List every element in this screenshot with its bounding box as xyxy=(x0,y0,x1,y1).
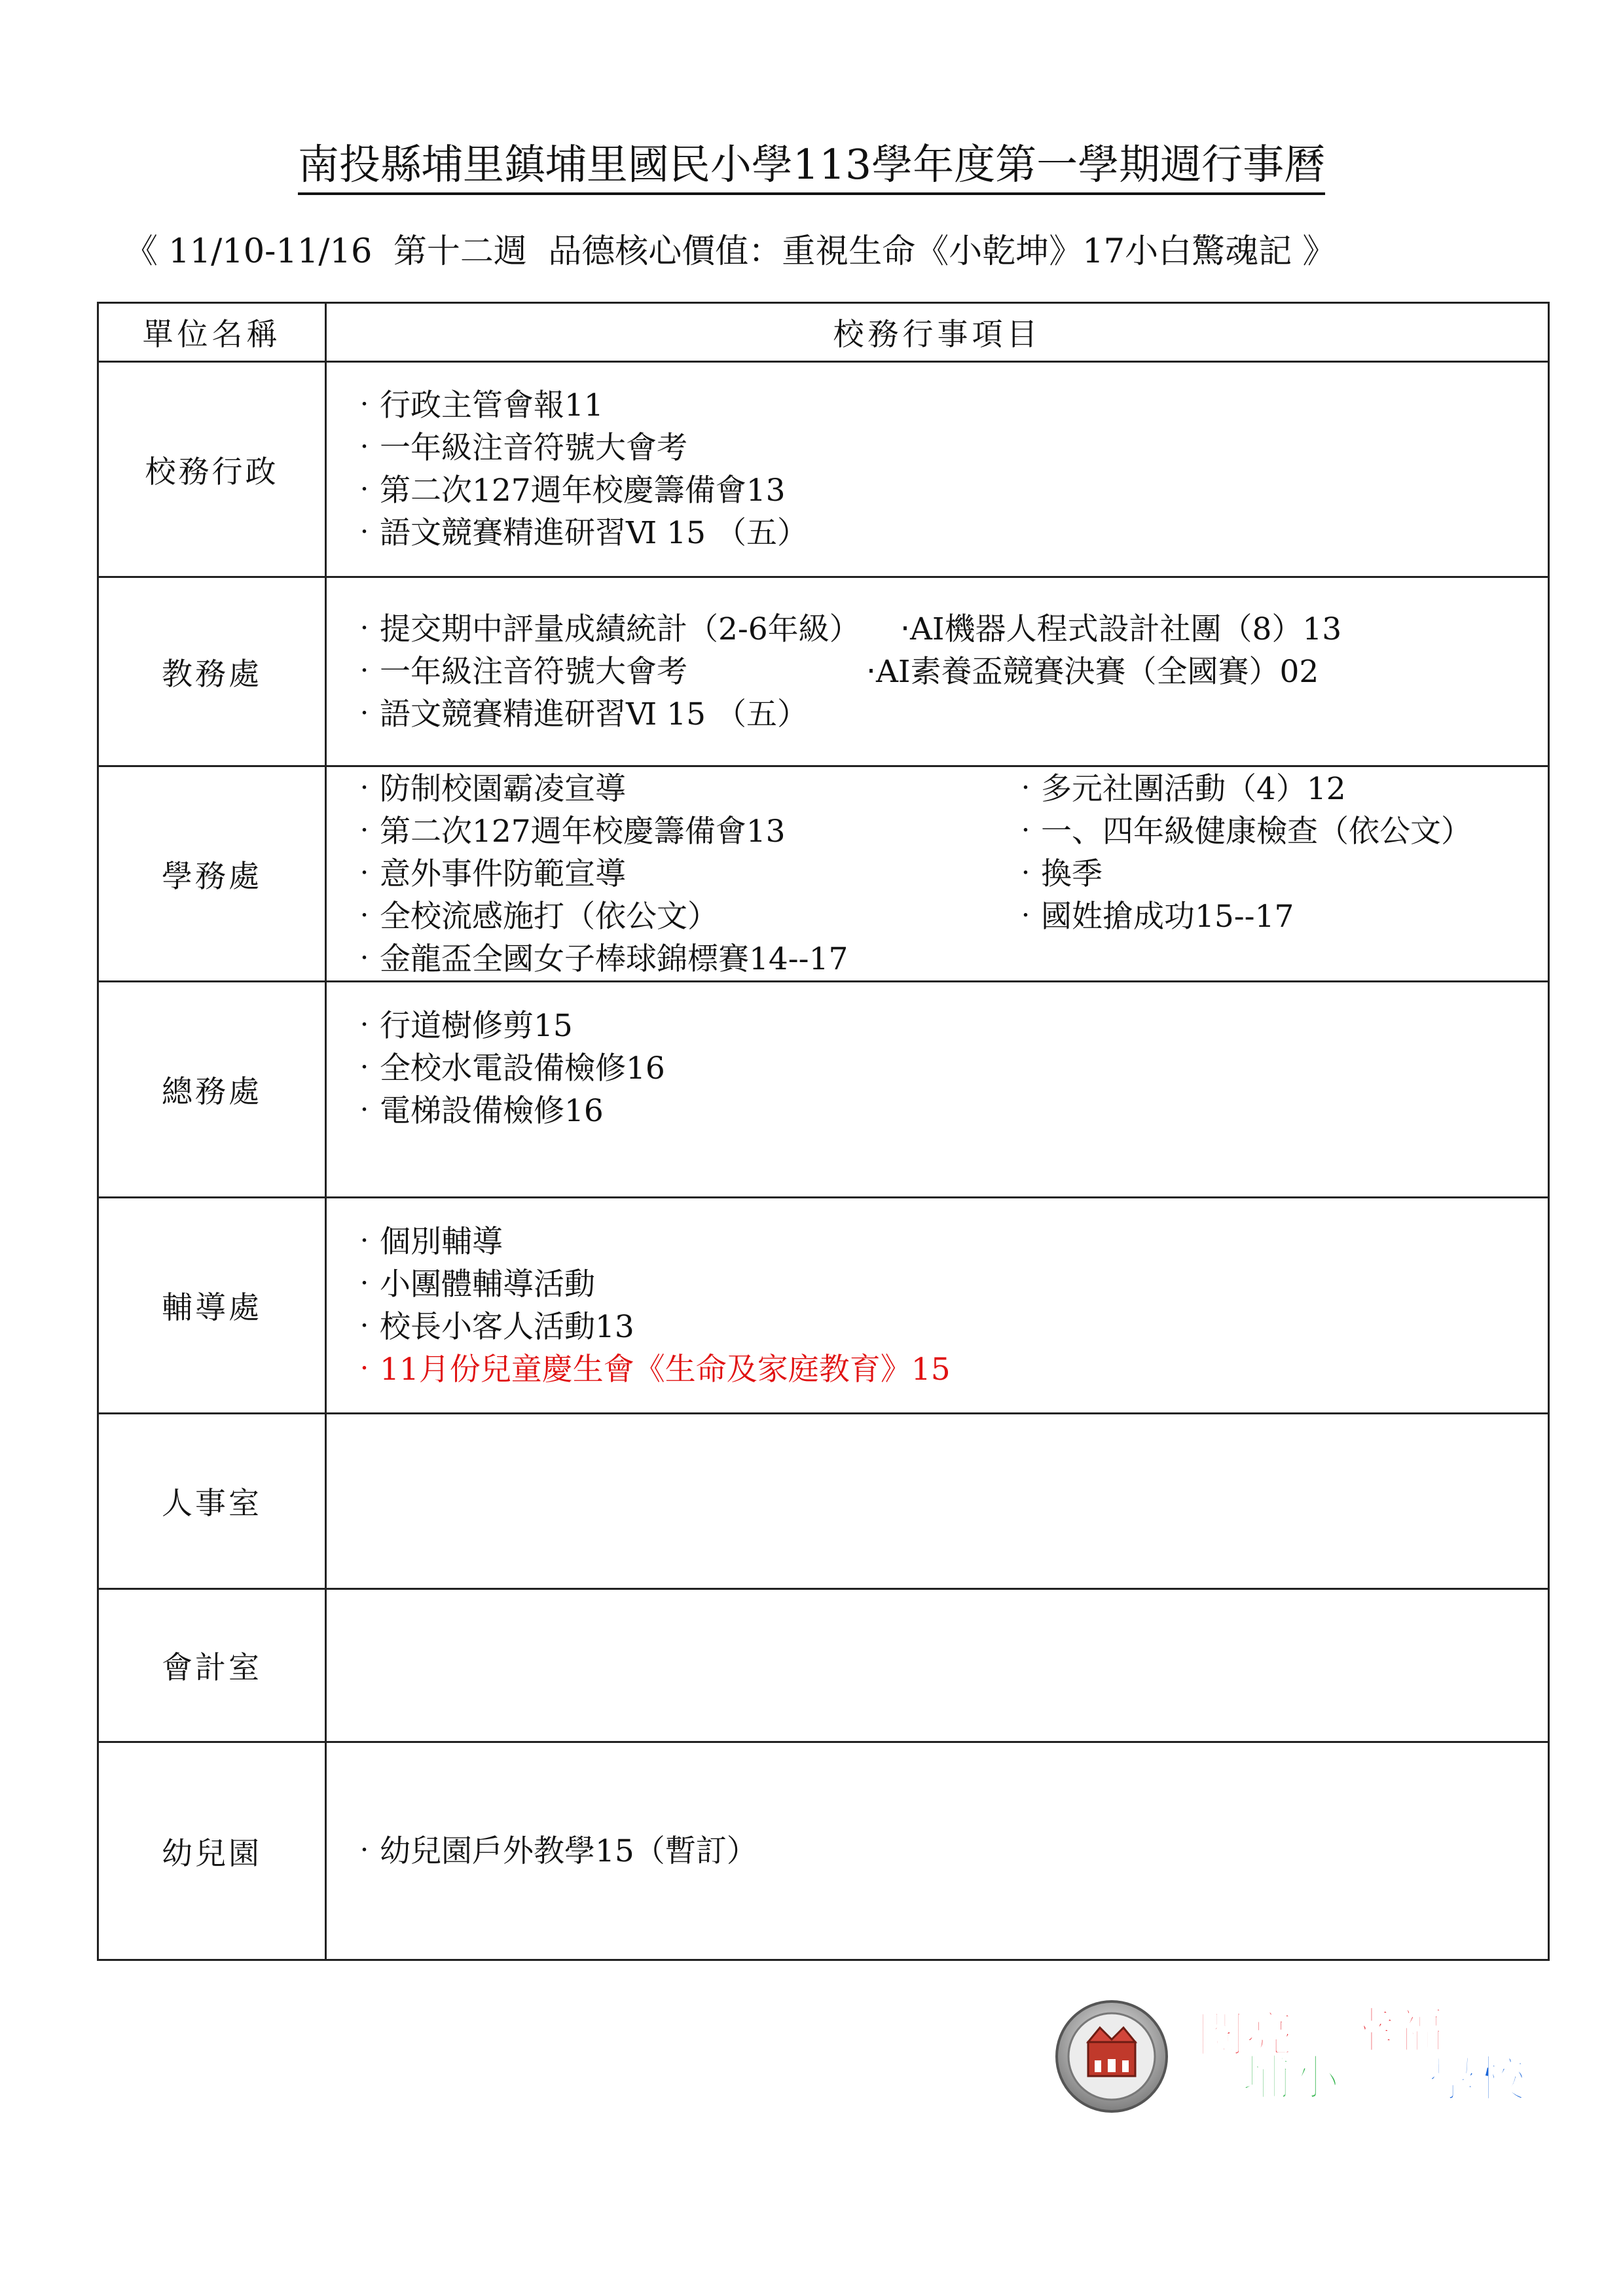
logo-text-reading: 閱亮 xyxy=(1197,2007,1294,2063)
item: ‧語文競賽精進研習Ⅵ 15 （五） xyxy=(349,515,808,551)
unit-name: 會計室 xyxy=(98,1589,326,1742)
unit-name: 總務處 xyxy=(98,982,326,1198)
table-row xyxy=(98,362,1549,577)
items-cell-empty xyxy=(326,1414,1549,1589)
item: ‧提交期中評量成績統計（2-6年級） xyxy=(349,611,860,647)
item: ‧全校水電設備檢修16 xyxy=(349,1050,665,1086)
school-logo xyxy=(1054,1996,1539,2114)
unit-name: 學務處 xyxy=(98,766,326,982)
items-cell xyxy=(326,982,1549,1198)
table-header-row xyxy=(98,303,1549,362)
item: ‧小團體輔導活動 xyxy=(349,1266,595,1302)
header-items: 校務行事項目 xyxy=(326,303,1549,362)
item: ‧幼兒園戶外教學15（暫訂） xyxy=(349,1833,757,1869)
items-cell xyxy=(326,1198,1549,1414)
week-subtitle: 《 11/10-11/16 第十二週 品德核心價值：重視生命《小乾坤》17小白驚魂記 》 xyxy=(124,232,1336,271)
table-row xyxy=(98,982,1549,1198)
item: ‧一、四年級健康檢查（依公文） xyxy=(1010,813,1472,850)
item: ‧意外事件防範宣導 xyxy=(349,855,626,892)
items-cell xyxy=(326,362,1549,577)
item: ‧多元社團活動（4）12 xyxy=(1010,770,1346,807)
item: ‧第二次127週年校慶籌備會13 xyxy=(349,813,786,850)
item: ‧金龍盃全國女子棒球錦標賽14--17 xyxy=(349,941,848,977)
item: ‧電梯設備檢修16 xyxy=(349,1092,604,1129)
table-row xyxy=(98,766,1549,982)
header-unit: 單位名稱 xyxy=(98,303,326,362)
item: ‧AI素養盃競賽決賽（全國賽）02 xyxy=(866,653,1319,690)
item: ‧國姓搶成功15--17 xyxy=(1010,898,1294,935)
table-row xyxy=(98,1198,1549,1414)
unit-name: 幼兒園 xyxy=(98,1742,326,1960)
schedule-table xyxy=(97,302,1550,1961)
items-cell xyxy=(326,766,1549,982)
item: ‧全校流感施打（依公文） xyxy=(349,898,718,935)
unit-name: 輔導處 xyxy=(98,1198,326,1414)
school-emblem-icon xyxy=(1057,2001,1167,2111)
unit-name: 教務處 xyxy=(98,577,326,766)
page-title: 南投縣埔里鎮埔里國民小學113學年度第一學期週行事曆 xyxy=(0,139,1623,191)
unit-name: 人事室 xyxy=(98,1414,326,1589)
table-row xyxy=(98,1414,1549,1589)
item: ‧個別輔導 xyxy=(349,1223,503,1260)
unit-name: 校務行政 xyxy=(98,362,326,577)
item-spacer xyxy=(349,1132,1548,1175)
item: ‧防制校園霸凌宣導 xyxy=(349,770,626,807)
highlight-item: ‧11月份兒童慶生會《生命及家庭教育》15 xyxy=(349,1351,951,1388)
item: ‧AI機器人程式設計社團（8）13 xyxy=(900,611,1342,647)
items-cell xyxy=(326,1742,1549,1960)
table-row xyxy=(98,1742,1549,1960)
item: ‧行政主管會報11 xyxy=(349,387,604,423)
items-cell-empty xyxy=(326,1589,1549,1742)
item: ‧校長小客人活動13 xyxy=(349,1308,634,1345)
logo-text-happiness: 幸福 xyxy=(1347,2003,1444,2059)
item: ‧語文競賽精進研習Ⅵ 15 （五） xyxy=(349,696,808,732)
item: ‧第二次127週年校慶籌備會13 xyxy=(349,473,786,509)
item: ‧一年級注音符號大會考 xyxy=(349,653,687,690)
items-cell xyxy=(326,577,1549,766)
item: ‧換季 xyxy=(1010,855,1103,892)
logo-text-school: 埔小 xyxy=(1243,2050,1340,2106)
table-row xyxy=(98,1589,1549,1742)
table-row xyxy=(98,577,1549,766)
item: ‧一年級注音符號大會考 xyxy=(349,430,687,466)
logo-text-academy: 學校 xyxy=(1429,2051,1525,2108)
item: ‧行道樹修剪15 xyxy=(349,1007,573,1044)
